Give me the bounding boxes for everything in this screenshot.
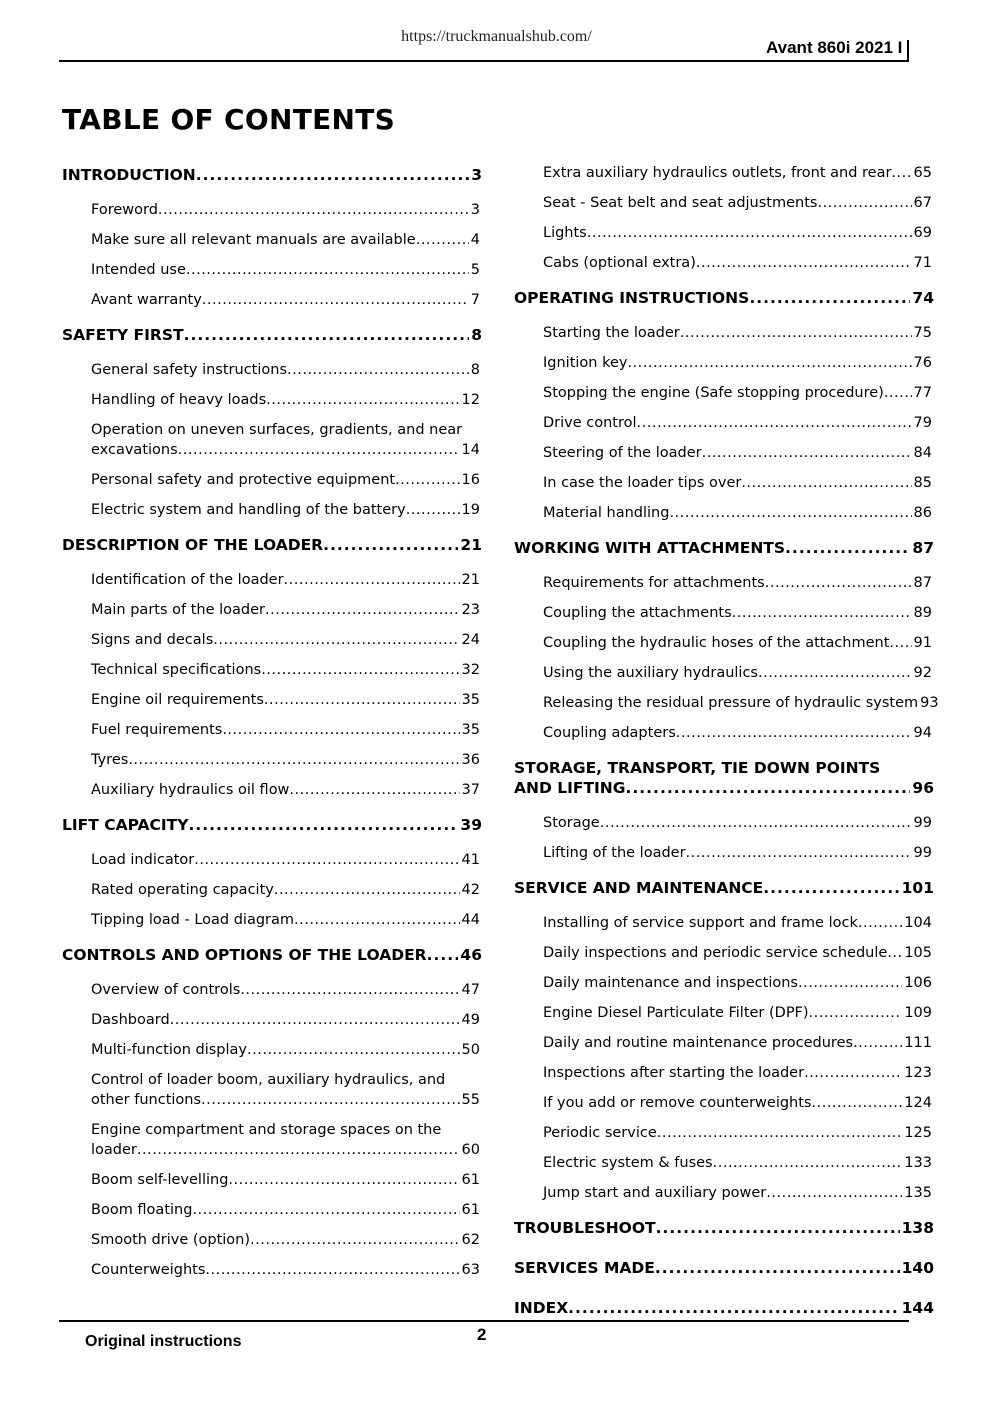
leader-dots <box>741 473 911 493</box>
toc-entry-page: 8 <box>471 326 482 344</box>
toc-entry-title: INDEX <box>514 1299 569 1317</box>
toc-entry-page: 84 <box>913 445 932 461</box>
toc-entry[interactable] <box>91 290 480 310</box>
toc-entry-page: 91 <box>913 635 932 651</box>
toc-entry-title: Jump start and auxiliary power <box>543 1185 767 1201</box>
toc-entry-page: 3 <box>471 166 482 184</box>
toc-entry-page: 77 <box>913 385 932 401</box>
toc-entry-page: 7 <box>470 292 480 308</box>
toc-entry-title: Daily inspections and periodic service schedule <box>543 945 888 961</box>
toc-entry-page: 61 <box>461 1202 480 1218</box>
leader-dots <box>395 470 459 490</box>
toc-entry-title: Handling of heavy loads <box>91 392 267 408</box>
toc-entry-page: 75 <box>913 325 932 341</box>
leader-dots <box>626 778 911 798</box>
leader-dots <box>676 723 912 743</box>
leader-dots <box>798 973 902 993</box>
toc-entry-title: Tipping load - Load diagram <box>91 912 295 928</box>
toc-entry[interactable] <box>91 1120 480 1160</box>
toc-entry[interactable] <box>91 390 480 410</box>
toc-entry[interactable] <box>91 1200 480 1220</box>
toc-entry-title: Control of loader boom, auxiliary hydraulics, and <box>91 1072 446 1088</box>
leader-dots <box>853 1033 902 1053</box>
leader-dots <box>289 780 459 800</box>
leader-dots <box>192 1200 459 1220</box>
toc-entry-page: 96 <box>912 779 934 797</box>
toc-entry-page: 35 <box>461 692 480 708</box>
toc-entry-page: 67 <box>913 195 932 211</box>
toc-entry-page: 104 <box>904 915 932 931</box>
leader-dots <box>627 353 911 373</box>
toc-entry-page: 47 <box>461 982 480 998</box>
toc-entry-page: 125 <box>904 1125 932 1141</box>
toc-entry-title: Fuel requirements <box>91 722 223 738</box>
toc-entry[interactable] <box>91 910 480 930</box>
leader-dots <box>763 878 899 898</box>
toc-entry-title: Foreword <box>91 202 158 218</box>
toc-entry-page: 69 <box>913 225 932 241</box>
toc-entry-title: Tyres <box>91 752 129 768</box>
toc-entry[interactable] <box>543 943 932 963</box>
leader-dots <box>205 1260 459 1280</box>
toc-entry-page: 124 <box>904 1095 932 1111</box>
toc-entry-title: Storage <box>543 815 600 831</box>
toc-entry[interactable] <box>543 163 932 183</box>
toc-entry-title: SERVICE AND MAINTENANCE <box>514 879 764 897</box>
toc-entry-page: 87 <box>912 539 934 557</box>
toc-entry-main[interactable] <box>62 815 482 835</box>
toc-entry-page: 32 <box>461 662 480 678</box>
toc-entry-page: 49 <box>461 1012 480 1028</box>
toc-entry[interactable] <box>543 1183 932 1203</box>
toc-entry[interactable] <box>543 503 932 523</box>
toc-entry-title: General safety instructions <box>91 362 288 378</box>
leader-dots <box>887 943 902 963</box>
toc-entry[interactable] <box>543 1033 932 1053</box>
toc-entry-title: WORKING WITH ATTACHMENTS <box>514 539 786 557</box>
toc-entry-page: 12 <box>461 392 480 408</box>
toc-entry-page: 111 <box>904 1035 932 1051</box>
toc-entry-title: Identification of the loader <box>91 572 284 588</box>
header-tick <box>907 40 909 62</box>
toc-entry-page: 85 <box>913 475 932 491</box>
toc-entry-main[interactable] <box>514 538 934 558</box>
toc-entry-title: DESCRIPTION OF THE LOADER <box>62 536 324 554</box>
toc-entry-page: 89 <box>913 605 932 621</box>
leader-dots <box>427 945 459 965</box>
toc-entry-title: Daily maintenance and inspections <box>543 975 798 991</box>
leader-dots <box>889 633 911 653</box>
toc-entry-title: Technical specifications <box>91 662 262 678</box>
toc-entry[interactable] <box>543 1093 932 1113</box>
leader-dots <box>817 193 911 213</box>
toc-entry-page: 71 <box>913 255 932 271</box>
toc-entry[interactable] <box>543 223 932 243</box>
toc-entry[interactable] <box>543 413 932 433</box>
toc-entry-main[interactable] <box>514 758 934 798</box>
leader-dots <box>713 1153 903 1173</box>
leader-dots <box>657 1123 903 1143</box>
toc-entry-page: 99 <box>913 815 932 831</box>
toc-entry-page: 63 <box>461 1262 480 1278</box>
toc-entry-page: 105 <box>904 945 932 961</box>
toc-entry-title: Releasing the residual pressure of hydraulic system <box>543 695 919 711</box>
toc-entry-main[interactable] <box>62 325 482 345</box>
toc-entry[interactable] <box>543 913 932 933</box>
toc-entry-title: Operation on uneven surfaces, gradients, and near <box>91 422 463 438</box>
toc-entry[interactable] <box>543 1153 932 1173</box>
toc-entry-page: 60 <box>461 1142 480 1158</box>
leader-dots <box>686 843 912 863</box>
leader-dots <box>247 1040 460 1060</box>
leader-dots <box>222 720 459 740</box>
toc-entry-title: Requirements for attachments <box>543 575 765 591</box>
toc-entry-page: 24 <box>461 632 480 648</box>
toc-entry-title: Multi-function display <box>91 1042 248 1058</box>
toc-entry-page: 123 <box>904 1065 932 1081</box>
toc-entry-page: 87 <box>913 575 932 591</box>
leader-dots <box>765 573 912 593</box>
toc-entry-title-cont: other functions <box>91 1092 202 1108</box>
toc-entry-title: SAFETY FIRST <box>62 326 184 344</box>
toc-entry-page: 94 <box>913 725 932 741</box>
toc-entry-page: 39 <box>460 816 482 834</box>
toc-entry[interactable] <box>91 1040 480 1060</box>
leader-dots <box>284 570 460 590</box>
toc-entry-title: TROUBLESHOOT <box>514 1219 656 1237</box>
page-number: 2 <box>477 1325 487 1344</box>
toc-entry[interactable] <box>543 603 932 623</box>
leader-dots <box>732 603 912 623</box>
toc-entry-title: Avant warranty <box>91 292 202 308</box>
toc-entry-title: Extra auxiliary hydraulics outlets, front and rear <box>543 165 892 181</box>
manual-title: Avant 860i 2021 I <box>766 38 903 57</box>
toc-entry-page: 3 <box>470 202 480 218</box>
toc-entry[interactable] <box>543 323 932 343</box>
leader-dots <box>749 288 910 308</box>
leader-dots <box>406 500 460 520</box>
toc-entry-title: Auxiliary hydraulics oil flow <box>91 782 290 798</box>
toc-entry[interactable] <box>91 980 480 1000</box>
source-url[interactable]: https://truckmanualshub.com/ <box>401 28 592 45</box>
toc-entry-title: Smooth drive (option) <box>91 1232 251 1248</box>
toc-entry-page: 93 <box>920 695 939 711</box>
toc-entry[interactable] <box>543 663 932 683</box>
toc-entry[interactable] <box>543 573 932 593</box>
toc-entry-title: Signs and decals <box>91 632 214 648</box>
toc-entry-page: 62 <box>461 1232 480 1248</box>
toc-entry[interactable] <box>543 473 932 493</box>
leader-dots <box>702 443 912 463</box>
toc-entry-title: CONTROLS AND OPTIONS OF THE LOADER <box>62 946 427 964</box>
toc-entry-title: Drive control <box>543 415 637 431</box>
toc-entry[interactable] <box>91 780 480 800</box>
toc-entry-title: Personal safety and protective equipment <box>91 472 396 488</box>
toc-entry-title: LIFT CAPACITY <box>62 816 189 834</box>
leader-dots <box>568 1298 899 1318</box>
toc-entry-page: 144 <box>901 1299 934 1317</box>
toc-entry-page: 50 <box>461 1042 480 1058</box>
toc-entry-title: STORAGE, TRANSPORT, TIE DOWN POINTS <box>514 759 881 777</box>
leader-dots <box>240 980 459 1000</box>
toc-entry[interactable] <box>91 1070 480 1110</box>
leader-dots <box>264 690 460 710</box>
leader-dots <box>287 360 469 380</box>
toc-entry-page: 36 <box>461 752 480 768</box>
toc-entry-title: Electric system & fuses <box>543 1155 713 1171</box>
toc-entry-title: Main parts of the loader <box>91 602 265 618</box>
leader-dots <box>196 165 469 185</box>
leader-dots <box>261 660 459 680</box>
toc-entry[interactable] <box>543 443 932 463</box>
leader-dots <box>655 1258 900 1278</box>
toc-entry[interactable] <box>543 843 932 863</box>
leader-dots <box>858 913 902 933</box>
leader-dots <box>323 535 458 555</box>
toc-entry-title: Ignition key <box>543 355 628 371</box>
toc-entry[interactable] <box>91 880 480 900</box>
toc-entry[interactable] <box>91 660 480 680</box>
toc-entry[interactable] <box>91 200 480 220</box>
leader-dots <box>188 815 458 835</box>
toc-entry[interactable] <box>543 973 932 993</box>
leader-dots <box>266 390 459 410</box>
leader-dots <box>274 880 460 900</box>
toc-entry-page: 41 <box>461 852 480 868</box>
toc-entry-title-cont: excavations <box>91 442 178 458</box>
toc-entry-page: 101 <box>901 879 934 897</box>
toc-entry-page: 109 <box>904 1005 932 1021</box>
toc-entry-title: Steering of the loader <box>543 445 702 461</box>
toc-entry-title: Overview of controls <box>91 982 241 998</box>
toc-entry-title: INTRODUCTION <box>62 166 196 184</box>
leader-dots <box>184 325 470 345</box>
toc-entry-page: 140 <box>901 1259 934 1277</box>
toc-entry-title: Engine Diesel Particulate Filter (DPF) <box>543 1005 809 1021</box>
toc-entry-title: Inspections after starting the loader <box>543 1065 805 1081</box>
leader-dots <box>587 223 912 243</box>
toc-entry[interactable] <box>543 633 932 653</box>
toc-entry-title: Stopping the engine (Safe stopping procedure) <box>543 385 884 401</box>
leader-dots <box>669 503 911 523</box>
toc-entry-title: Coupling adapters <box>543 725 676 741</box>
toc-entry-title: Using the auxiliary hydraulics <box>543 665 758 681</box>
toc-entry-page: 5 <box>470 262 480 278</box>
toc-entry[interactable] <box>91 720 480 740</box>
leader-dots <box>228 1170 459 1190</box>
toc-entry-page: 86 <box>913 505 932 521</box>
footer-rule <box>59 1320 909 1322</box>
toc-entry[interactable] <box>91 1010 480 1030</box>
leader-dots <box>680 323 912 343</box>
toc-entry-title: Periodic service <box>543 1125 657 1141</box>
leader-dots <box>170 1010 460 1030</box>
leader-dots <box>766 1183 902 1203</box>
toc-entry[interactable] <box>543 1003 932 1023</box>
toc-entry-main[interactable] <box>514 1258 934 1278</box>
toc-entry-title: Engine oil requirements <box>91 692 264 708</box>
leader-dots <box>294 910 460 930</box>
toc-entry-page: 99 <box>913 845 932 861</box>
toc-entry[interactable] <box>91 420 480 460</box>
toc-entry-title: In case the loader tips over <box>543 475 742 491</box>
toc-entry-page: 133 <box>904 1155 932 1171</box>
toc-entry-title: SERVICES MADE <box>514 1259 655 1277</box>
leader-dots <box>178 440 460 460</box>
toc-entry-title: Cabs (optional extra) <box>543 255 696 271</box>
toc-entry-title: Boom floating <box>91 1202 193 1218</box>
toc-entry-page: 55 <box>461 1092 480 1108</box>
toc-entry-title: Lifting of the loader <box>543 845 686 861</box>
toc-entry-page: 23 <box>461 602 480 618</box>
toc-entry-title: Intended use <box>91 262 186 278</box>
toc-entry-page: 35 <box>461 722 480 738</box>
toc-entry-page: 76 <box>913 355 932 371</box>
page-title: TABLE OF CONTENTS <box>62 103 396 136</box>
leader-dots <box>758 663 912 683</box>
leader-dots <box>809 1003 903 1023</box>
leader-dots <box>656 1218 900 1238</box>
toc-entry[interactable] <box>91 750 480 770</box>
leader-dots <box>785 538 910 558</box>
toc-entry-page: 135 <box>904 1185 932 1201</box>
toc-entry[interactable] <box>91 600 480 620</box>
leader-dots <box>812 1093 903 1113</box>
toc-entry-page: 4 <box>470 232 480 248</box>
toc-entry-page: 21 <box>460 536 482 554</box>
toc-entry-page: 46 <box>460 946 482 964</box>
toc-entry-page: 74 <box>912 289 934 307</box>
toc-entry[interactable] <box>543 693 939 713</box>
toc-entry-page: 21 <box>461 572 480 588</box>
toc-entry-main[interactable] <box>514 288 934 308</box>
toc-entry-page: 8 <box>470 362 480 378</box>
toc-entry[interactable] <box>91 570 480 590</box>
leader-dots <box>416 230 469 250</box>
toc-entry[interactable] <box>91 260 480 280</box>
toc-entry-title: OPERATING INSTRUCTIONS <box>514 289 750 307</box>
toc-entry[interactable] <box>91 470 480 490</box>
leader-dots <box>194 850 459 870</box>
leader-dots <box>158 200 469 220</box>
toc-entry-title: Make sure all relevant manuals are available <box>91 232 416 248</box>
toc-entry-title: Counterweights <box>91 1262 206 1278</box>
toc-entry-title-cont: AND LIFTING <box>514 779 626 797</box>
toc-entry[interactable] <box>543 1063 932 1083</box>
leader-dots <box>186 260 469 280</box>
toc-entry-title: Load indicator <box>91 852 195 868</box>
toc-entry-title: Dashboard <box>91 1012 170 1028</box>
toc-entry[interactable] <box>543 383 932 403</box>
toc-entry[interactable] <box>91 690 480 710</box>
toc-entry-page: 19 <box>461 502 480 518</box>
leader-dots <box>265 600 460 620</box>
toc-entry[interactable] <box>543 353 932 373</box>
toc-entry-main[interactable] <box>62 945 482 965</box>
toc-entry-title: Electric system and handling of the battery <box>91 502 406 518</box>
toc-entry-title: Material handling <box>543 505 670 521</box>
toc-entry-page: 42 <box>461 882 480 898</box>
leader-dots <box>137 1140 460 1160</box>
leader-dots <box>804 1063 902 1083</box>
header-rule <box>59 60 909 62</box>
toc-entry-title: If you add or remove counterweights <box>543 1095 812 1111</box>
toc-entry-page: 16 <box>461 472 480 488</box>
toc-entry-title: Starting the loader <box>543 325 680 341</box>
toc-entry-page: 44 <box>461 912 480 928</box>
toc-entry[interactable] <box>91 630 480 650</box>
toc-entry-main[interactable] <box>514 878 934 898</box>
toc-entry-title-cont: loader <box>91 1142 137 1158</box>
leader-dots <box>213 630 459 650</box>
toc-entry[interactable] <box>543 193 932 213</box>
leader-dots <box>600 813 912 833</box>
toc-entry-main[interactable] <box>62 165 482 185</box>
leader-dots <box>891 163 911 183</box>
toc-entry[interactable] <box>91 1260 480 1280</box>
toc-entry-title: Seat - Seat belt and seat adjustments <box>543 195 818 211</box>
toc-entry-page: 106 <box>904 975 932 991</box>
toc-entry-title: Lights <box>543 225 587 241</box>
toc-entry[interactable] <box>91 360 480 380</box>
toc-entry-main[interactable] <box>62 535 482 555</box>
toc-entry-main[interactable] <box>514 1298 934 1318</box>
leader-dots <box>884 383 912 403</box>
toc-entry[interactable] <box>91 1170 480 1190</box>
toc-entry-title: Coupling the hydraulic hoses of the attachment <box>543 635 890 651</box>
toc-entry-title: Coupling the attachments <box>543 605 732 621</box>
toc-entry-main[interactable] <box>514 1218 934 1238</box>
toc-entry[interactable] <box>543 253 932 273</box>
toc-entry[interactable] <box>91 500 480 520</box>
toc-entry-page: 61 <box>461 1172 480 1188</box>
leader-dots <box>696 253 912 273</box>
toc-entry-page: 37 <box>461 782 480 798</box>
toc-entry-page: 79 <box>913 415 932 431</box>
toc-entry[interactable] <box>91 230 480 250</box>
toc-entry[interactable] <box>91 850 480 870</box>
footer-note: Original instructions <box>85 1333 242 1350</box>
toc-entry-title: Engine compartment and storage spaces on the <box>91 1122 442 1138</box>
leader-dots <box>201 1090 460 1110</box>
toc-entry[interactable] <box>91 1230 480 1250</box>
toc-entry-title: Boom self-levelling <box>91 1172 229 1188</box>
toc-entry[interactable] <box>543 723 932 743</box>
toc-entry-page: 65 <box>913 165 932 181</box>
leader-dots <box>128 750 459 770</box>
leader-dots <box>202 290 469 310</box>
toc-entry-page: 92 <box>913 665 932 681</box>
leader-dots <box>250 1230 460 1250</box>
toc-entry[interactable] <box>543 1123 932 1143</box>
toc-entry-title: Installing of service support and frame lock <box>543 915 858 931</box>
leader-dots <box>637 413 912 433</box>
toc-entry-page: 14 <box>461 442 480 458</box>
toc-entry[interactable] <box>543 813 932 833</box>
toc-entry-title: Daily and routine maintenance procedures <box>543 1035 854 1051</box>
toc-entry-title: Rated operating capacity <box>91 882 274 898</box>
toc-entry-page: 138 <box>901 1219 934 1237</box>
